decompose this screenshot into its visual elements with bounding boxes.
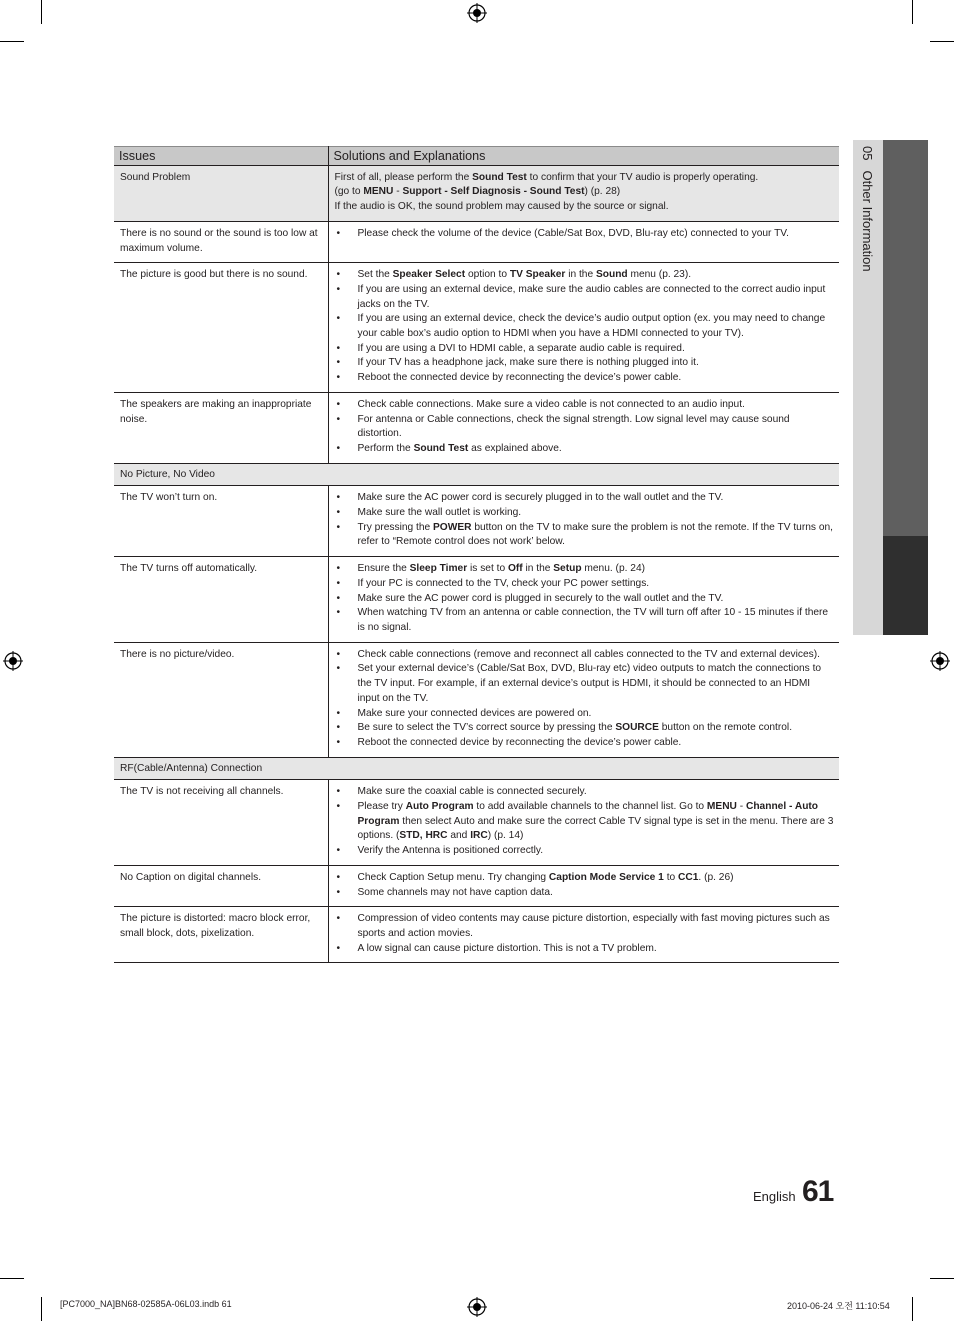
issue-cell: Sound Problem bbox=[114, 165, 328, 221]
side-tab-marker bbox=[883, 536, 928, 635]
text: in the bbox=[565, 269, 596, 281]
footer-language: English bbox=[753, 1189, 796, 1204]
solution-cell bbox=[328, 392, 839, 463]
table-row bbox=[114, 486, 839, 557]
crop-mark bbox=[912, 0, 913, 24]
table-header-row bbox=[114, 147, 839, 166]
list-item bbox=[335, 562, 835, 577]
issue-cell: The TV won’t turn on. bbox=[114, 486, 328, 557]
text: First of all, please perform the bbox=[334, 171, 473, 183]
list-item bbox=[335, 521, 835, 550]
issue-cell: No Caption on digital channels. bbox=[114, 865, 328, 906]
list-item: • If you are using an external device, make sure the audio cables are connected to the correct audio input jacks on the TV. bbox=[335, 283, 835, 312]
text: (go to bbox=[334, 186, 364, 198]
text: to confirm that your TV audio is properly operating. bbox=[526, 171, 759, 183]
text-bold: Sound Test bbox=[413, 442, 469, 454]
text-bold: Off bbox=[507, 563, 523, 575]
print-slug-timestamp: 2010-06-24 오전 11:10:54 bbox=[787, 1301, 890, 1311]
text: button on the remote control. bbox=[658, 722, 793, 734]
list-item: • Make sure the coaxial cable is connected securely. bbox=[335, 785, 835, 800]
list-item bbox=[335, 721, 835, 736]
list-item bbox=[335, 268, 835, 283]
troubleshooting-table bbox=[114, 146, 839, 963]
text-bold: Channel - Auto Program bbox=[357, 801, 819, 827]
solution-cell bbox=[328, 221, 839, 262]
table-row bbox=[114, 263, 839, 393]
bullet-list bbox=[335, 648, 835, 751]
text-bold: Sleep Timer bbox=[409, 563, 468, 575]
text: ) (p. 14) bbox=[487, 830, 524, 842]
table-row bbox=[114, 780, 839, 866]
chapter-number: 05 bbox=[860, 146, 875, 161]
list-item: • Reboot the connected device by reconnecting the device’s power cable. bbox=[335, 371, 835, 386]
solution-cell bbox=[328, 907, 839, 963]
crop-mark bbox=[41, 0, 42, 24]
text-bold: Support - Self Diagnosis - Sound Test bbox=[402, 186, 585, 198]
list-item: • A low signal can cause picture distortion. This is not a TV problem. bbox=[335, 942, 835, 957]
issue-cell: There is no picture/video. bbox=[114, 642, 328, 757]
text-bold: Caption Mode Service 1 bbox=[548, 871, 664, 883]
page-number: 61 bbox=[802, 1175, 834, 1208]
text: Ensure the bbox=[357, 563, 410, 575]
text-bold: IRC bbox=[470, 830, 488, 842]
text: - bbox=[736, 801, 746, 813]
text: is set to bbox=[467, 563, 508, 575]
text: button on the TV to make sure the problem is not the remote. If the TV turns on, refer to “Remote control does not work’ below. bbox=[357, 521, 833, 548]
table-row bbox=[114, 557, 839, 643]
text: Try pressing the bbox=[357, 521, 433, 533]
bullet-list bbox=[335, 268, 835, 386]
text: Check Caption Setup menu. Try changing bbox=[357, 871, 549, 883]
list-item bbox=[335, 800, 835, 844]
table-row bbox=[114, 865, 839, 906]
text: to bbox=[663, 871, 679, 883]
list-item: • Check cable connections. Make sure a video cable is not connected to an audio input. bbox=[335, 398, 835, 413]
list-item: • For antenna or Cable connections, check the signal strength. Low signal level may cause sound distortion. bbox=[335, 413, 835, 442]
print-slug-file: [PC7000_NA]BN68-02585A-06L03.indb 61 bbox=[60, 1299, 232, 1309]
table-row bbox=[114, 642, 839, 757]
list-item: • When watching TV from an antenna or cable connection, the TV will turn off after 10 - 15 minutes if there is no signal. bbox=[335, 606, 835, 635]
issue-cell: The speakers are making an inappropriate noise. bbox=[114, 392, 328, 463]
text: Be sure to select the TV’s correct source by pressing the bbox=[357, 722, 616, 734]
solution-cell bbox=[328, 165, 839, 221]
header-solutions: Solutions and Explanations bbox=[328, 147, 839, 166]
list-item: • Set your external device’s (Cable/Sat Box, DVD, Blu-ray etc) video outputs to match the connections to the TV input. For example, if an external device’s output is HDMI, it should be connected to an HDMI input on the TV. bbox=[335, 662, 835, 706]
list-item bbox=[335, 442, 835, 457]
section-heading: RF(Cable/Antenna) Connection bbox=[114, 757, 839, 780]
list-item: • Make sure your connected devices are powered on. bbox=[335, 707, 835, 722]
solution-cell bbox=[328, 557, 839, 643]
list-item: • If your PC is connected to the TV, check your PC power settings. bbox=[335, 577, 835, 592]
bullet-list bbox=[335, 562, 835, 636]
crop-mark bbox=[41, 1297, 42, 1321]
registration-mark-icon bbox=[467, 1297, 487, 1317]
text: as explained above. bbox=[468, 442, 562, 454]
chapter-title: Other Information bbox=[860, 170, 875, 272]
crop-mark bbox=[912, 1297, 913, 1321]
issue-cell: The picture is good but there is no sound. bbox=[114, 263, 328, 393]
text: Perform the bbox=[357, 442, 414, 454]
section-row bbox=[114, 463, 839, 486]
text-bold: CC1 bbox=[678, 871, 699, 883]
text: Please try bbox=[357, 801, 406, 813]
bullet-list bbox=[335, 871, 835, 900]
bullet-list bbox=[335, 785, 835, 859]
bullet-list bbox=[335, 227, 835, 242]
solution-cell bbox=[328, 780, 839, 866]
bullet-list bbox=[335, 912, 835, 956]
list-item bbox=[335, 871, 835, 886]
issue-cell: The TV turns off automatically. bbox=[114, 557, 328, 643]
list-item: • Make sure the AC power cord is securely plugged in to the wall outlet and the TV. bbox=[335, 491, 835, 506]
header-issues: Issues bbox=[114, 147, 328, 166]
table-row-sound-problem bbox=[114, 165, 839, 221]
list-item: • Make sure the wall outlet is working. bbox=[335, 506, 835, 521]
section-heading: No Picture, No Video bbox=[114, 463, 839, 486]
crop-mark bbox=[930, 41, 954, 42]
solution-cell bbox=[328, 642, 839, 757]
text-bold: MENU bbox=[706, 801, 737, 813]
text: and bbox=[447, 830, 471, 842]
list-item: • Check cable connections (remove and reconnect all cables connected to the TV and external devices). bbox=[335, 648, 835, 663]
text: - bbox=[393, 186, 403, 198]
solution-cell bbox=[328, 486, 839, 557]
text: Set the bbox=[357, 269, 393, 281]
bullet-list bbox=[335, 398, 835, 457]
intro-line bbox=[335, 185, 835, 200]
list-item: • If your TV has a headphone jack, make sure there is nothing plugged into it. bbox=[335, 356, 835, 371]
side-tab-bar bbox=[883, 140, 928, 536]
text-bold: Setup bbox=[553, 563, 582, 575]
text-bold: STD, HRC bbox=[399, 830, 448, 842]
list-item: • Please check the volume of the device (Cable/Sat Box, DVD, Blu-ray etc) connected to your TV. bbox=[335, 227, 835, 242]
table-row bbox=[114, 392, 839, 463]
text-bold: Auto Program bbox=[405, 801, 474, 813]
text: . (p. 26) bbox=[698, 871, 734, 883]
issue-cell: The picture is distorted: macro block error, small block, dots, pixelization. bbox=[114, 907, 328, 963]
text: menu. (p. 24) bbox=[581, 563, 645, 575]
crop-mark bbox=[0, 1278, 24, 1279]
list-item: • Make sure the AC power cord is plugged in securely to the wall outlet and the TV. bbox=[335, 592, 835, 607]
issue-cell: There is no sound or the sound is too low at maximum volume. bbox=[114, 221, 328, 262]
registration-mark-icon bbox=[930, 651, 950, 671]
text: ) (p. 28) bbox=[584, 186, 621, 198]
solution-cell bbox=[328, 263, 839, 393]
list-item: • Verify the Antenna is positioned correctly. bbox=[335, 844, 835, 859]
table-row bbox=[114, 221, 839, 262]
registration-mark-icon bbox=[3, 651, 23, 671]
text: menu (p. 23). bbox=[627, 269, 692, 281]
text: in the bbox=[522, 563, 554, 575]
text-bold: POWER bbox=[433, 521, 472, 533]
text: option to bbox=[465, 269, 510, 281]
intro-line bbox=[335, 171, 835, 186]
text: to add available channels to the channel list. Go to bbox=[473, 801, 707, 813]
list-item: • Compression of video contents may cause picture distortion, especially with fast moving pictures such as sports and action movies. bbox=[335, 912, 835, 941]
side-tab-label bbox=[860, 146, 875, 272]
solution-cell bbox=[328, 865, 839, 906]
intro-line: If the audio is OK, the sound problem may caused by the source or signal. bbox=[334, 201, 669, 213]
text: then select Auto and make sure the correct Cable TV signal type is set in the menu. There are 3 options. ( bbox=[357, 815, 834, 842]
text-bold: Speaker Select bbox=[392, 269, 466, 281]
list-item: • If you are using an external device, check the device’s audio output option (ex. you may need to change your cable box’s audio option to HDMI when you have a HDMI connected to your TV). bbox=[335, 312, 835, 341]
list-item: • Some channels may not have caption data. bbox=[335, 886, 835, 901]
crop-mark bbox=[930, 1278, 954, 1279]
text-bold: Sound Test bbox=[472, 171, 527, 183]
text-bold: MENU bbox=[363, 186, 394, 198]
registration-mark-icon bbox=[467, 3, 487, 23]
section-row bbox=[114, 757, 839, 780]
list-item: • If you are using a DVI to HDMI cable, a separate audio cable is required. bbox=[335, 342, 835, 357]
bullet-list bbox=[335, 491, 835, 550]
table-row bbox=[114, 907, 839, 963]
text-bold: SOURCE bbox=[615, 722, 659, 734]
issue-cell: The TV is not receiving all channels. bbox=[114, 780, 328, 866]
text-bold: Sound bbox=[595, 269, 628, 281]
list-item: • Reboot the connected device by reconnecting the device’s power cable. bbox=[335, 736, 835, 751]
crop-mark bbox=[0, 41, 24, 42]
text-bold: TV Speaker bbox=[509, 269, 566, 281]
